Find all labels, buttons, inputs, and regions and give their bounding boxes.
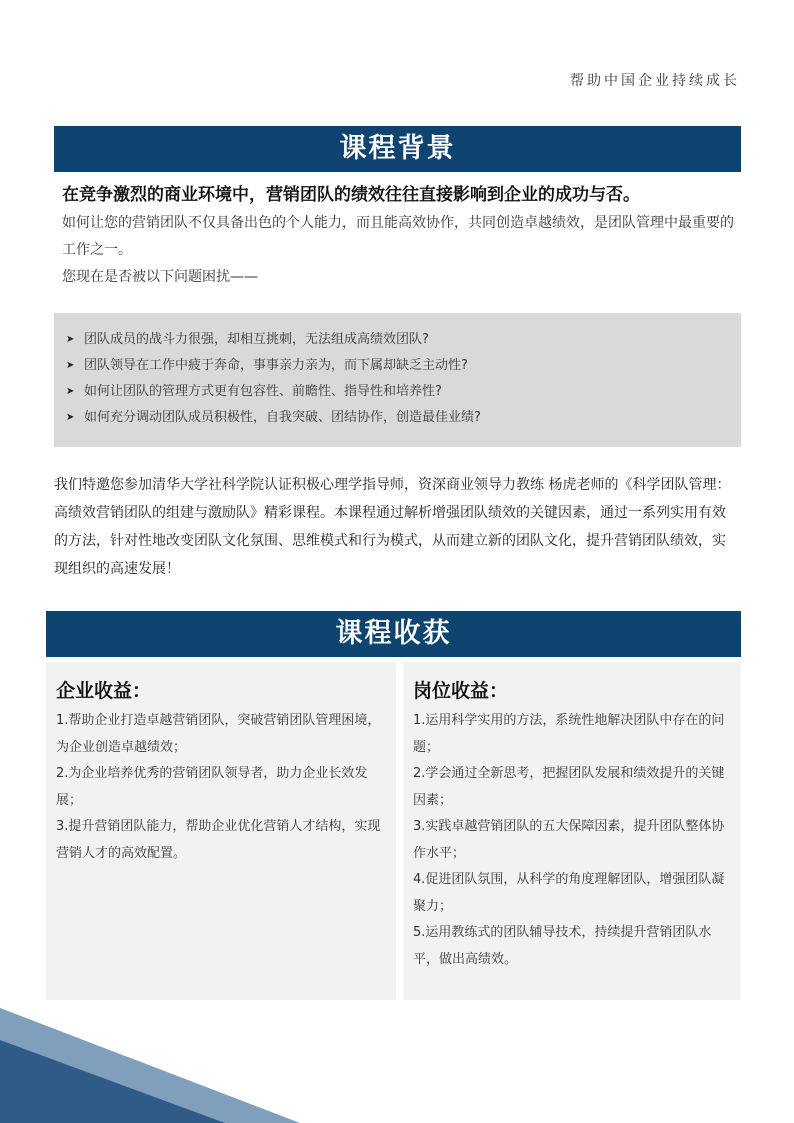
arrow-bullet-icon: ➤ [66,360,75,371]
position-benefits-title: 岗位收益： [413,680,509,702]
position-benefits [403,662,741,1000]
question-item [66,353,741,379]
benefit-item: 2.为企业培养优秀的营销团队领导者，助力企业长效发展； [56,766,368,808]
background-paragraph: 如何让您的营销团队不仅具备出色的个人能力，而且能高效协作，共同创造卓越绩效，是团队管理中最重要的工作之一。 [62,215,734,258]
question-list [54,313,741,447]
corner-decoration [0,1008,300,1123]
background-lead: 在竞争激烈的商业环境中，营销团队的绩效往往直接影响到企业的成功与否。 [62,185,640,205]
arrow-bullet-icon: ➤ [66,334,75,345]
course-invitation: 我们特邀您参加清华大学社科学院认证积极心理学指导师，资深商业领导力教练 杨虎老师的《科学团队管理：高绩效营销团队的组建与激励队》精彩课程。本课程通过解析增强团队绩效的关键因素，通过一系列实用有效的方法，针对性地改变团队文化氛围、思维模式和行为模式，从而建立新的团队文化，提升营销团队绩效，实现组织的高速发展！ [54,477,731,577]
question-text: 团队领导在工作中疲于奔命，事事亲力亲为，而下属却缺乏主动性? [84,358,468,373]
tagline: 帮助中国企业持续成长 [570,73,740,89]
question-text: 如何充分调动团队成员积极性，自我突破、团结协作，创造最佳业绩? [84,410,481,425]
benefit-item: 3.提升营销团队能力，帮助企业优化营销人才结构，实现营销人才的高效配置。 [56,819,381,861]
benefit-item: 4.促进团队氛围，从科学的角度理解团队，增强团队凝聚力； [413,872,725,914]
background-question-prompt: 您现在是否被以下问题困扰—— [62,269,258,285]
arrow-bullet-icon: ➤ [66,386,75,397]
course-background-header: 课程背景 [54,126,741,172]
benefit-item: 5.运用教练式的团队辅导技术，持续提升营销团队水平，做出高绩效。 [413,925,712,967]
arrow-bullet-icon: ➤ [66,412,75,423]
background-intro [62,180,738,291]
question-item [66,405,741,431]
enterprise-benefits-title: 企业收益： [56,680,152,702]
question-item [66,379,741,405]
course-gains-header: 课程收获 [46,611,741,657]
benefit-item: 2.学会通过全新思考，把握团队发展和绩效提升的关键因素； [413,766,725,808]
question-text: 团队成员的战斗力很强，却相互挑刺，无法组成高绩效团队? [84,332,429,347]
question-text: 如何让团队的管理方式更有包容性、前瞻性、指导性和培养性? [84,384,442,399]
enterprise-benefits [46,662,396,1000]
benefit-item: 1.帮助企业打造卓越营销团队，突破营销团队管理困境，为企业创造卓越绩效； [56,713,381,755]
benefit-item: 1.运用科学实用的方法，系统性地解决团队中存在的问题； [413,713,725,755]
benefit-item: 3.实践卓越营销团队的五大保障因素，提升团队整体协作水平； [413,819,725,861]
question-item [66,327,741,353]
